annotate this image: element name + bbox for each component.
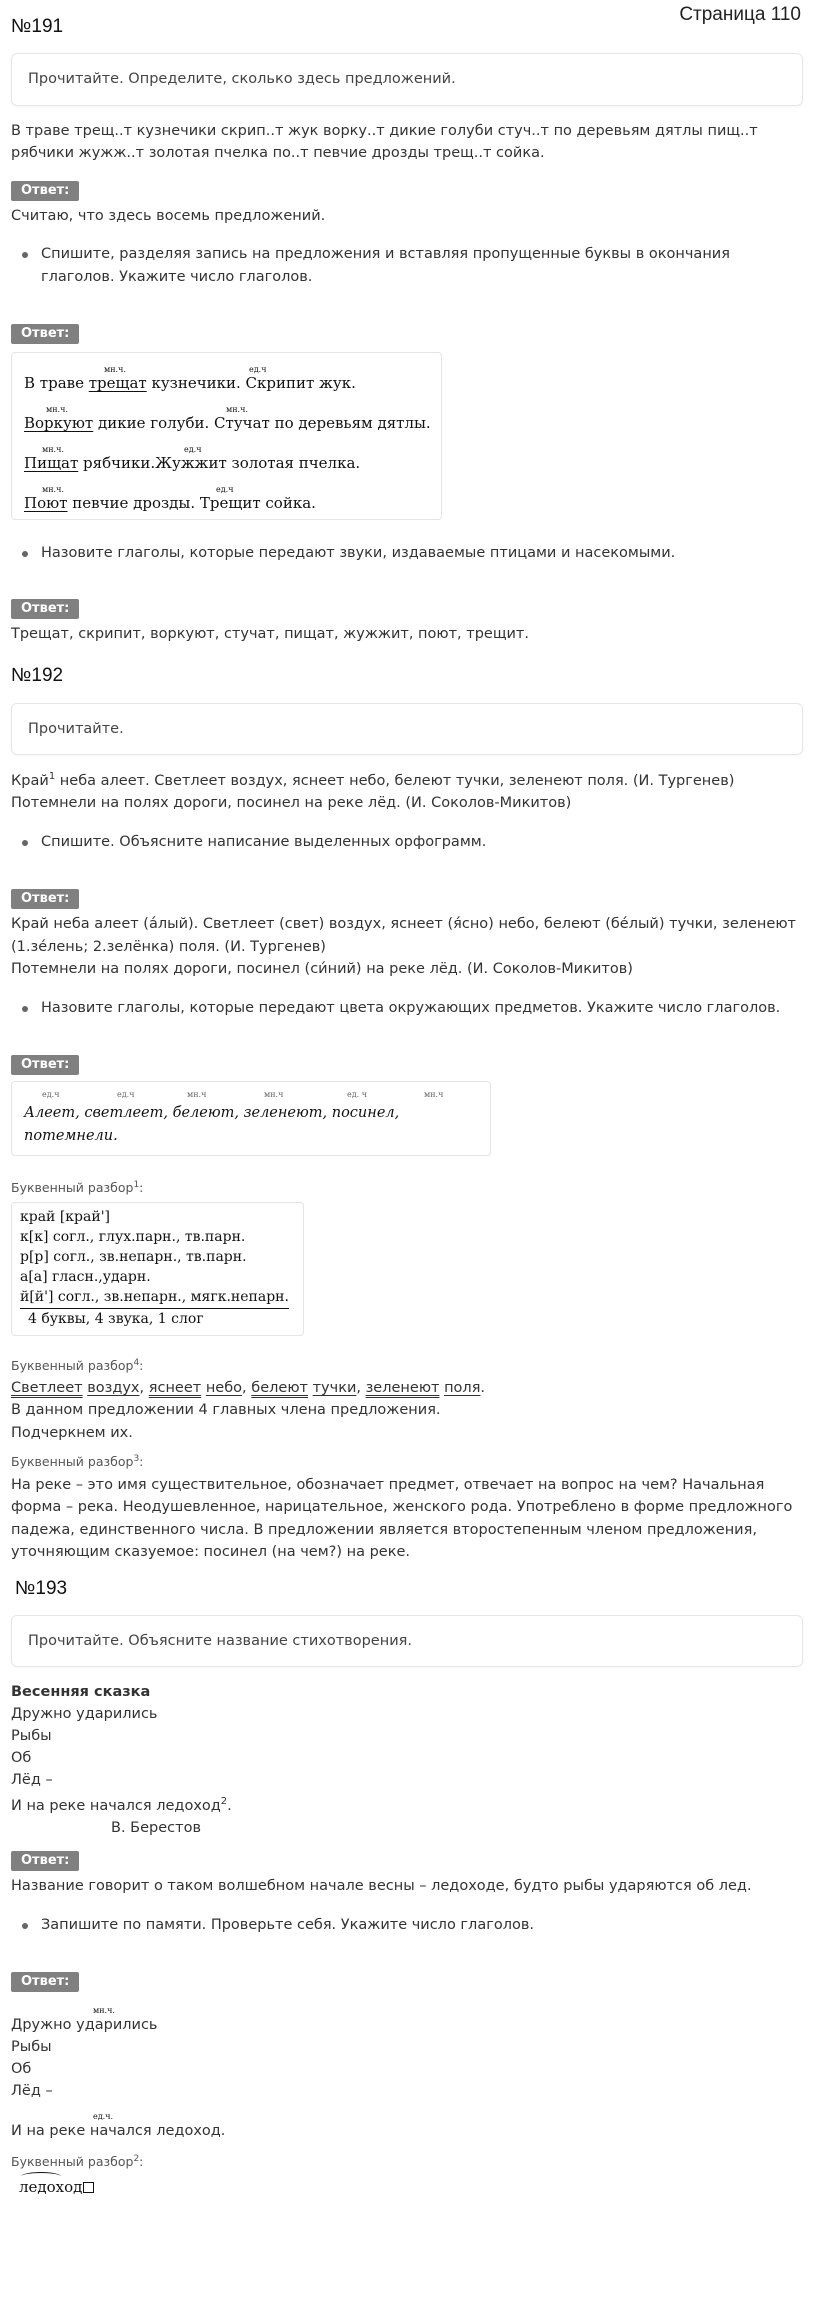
letter-analysis-heading-2: Буквенный разбор$^2$:	[11, 2154, 144, 2170]
italic-answer-image: ед.ч ед.ч мн.ч мн.ч ед. ч мн.ч Алеет, светлеет, белеют, зеленеют, посинел, потемнели.	[11, 1081, 491, 1156]
ending-box-mark	[83, 2182, 94, 2193]
hw-line-1: мн.ч. ед.ч В траве трещат кузнечики. Скрипит жук.	[24, 365, 356, 393]
hw-line-2: мн.ч. мн.ч. Воркуют дикие голуби. Стучат по деревьям дятлы.	[24, 405, 431, 433]
underlined-sentence: Светлеет воздух, яснеет небо, белеют тучки, зеленеют поля.	[11, 1379, 486, 1396]
page-number: Страница 110	[679, 4, 801, 25]
poem-title: Весенняя сказка	[11, 1684, 151, 1701]
bullet-item: Спишите, разделяя запись на предложения и вставляя пропущенные буквы в окончания глаголов. Укажите число глаголов.	[11, 243, 803, 288]
answer-badge: Ответ:	[11, 324, 79, 344]
answer-text: Трещат, скрипит, воркуют, стучат, пищат, жужжит, поют, трещит.	[11, 625, 529, 642]
task-number-192: №192	[11, 665, 64, 687]
task-instruction-191: Прочитайте. Определите, сколько здесь предложений.	[11, 53, 803, 105]
task-text-192-line2: Потемнели на полях дороги, посинел на реке лёд. (И. Соколов-Микитов)	[11, 795, 572, 812]
task-instruction-192: Прочитайте.	[11, 703, 803, 755]
task-text-192: Край$^1$ неба алеет. Светлеет воздух, яснеет небо, белеют тучки, зеленеют поля. (И. Тургенев)	[11, 771, 735, 789]
letter-analysis-4: Светлеет воздух, яснеет небо, белеют тучки, зеленеют поля. В данном предложении 4 главных члена предложения. Подчеркнем их.	[11, 1377, 803, 1444]
letter-analysis-heading-3: Буквенный разбор$^3$:	[11, 1454, 144, 1470]
bullet-item: Запишите по памяти. Проверьте себя. Укажите число глаголов.	[11, 1914, 803, 1936]
letter-analysis-image-1: край [край'] к[к] согл., глух.парн., тв.парн. р[р] согл., зв.непарн., тв.парн. а[а] гласн.,ударн. й[й'] согл., зв.непарн., мягк.непарн. 4 буквы, 4 звука, 1 слог	[11, 1202, 304, 1336]
root-arc-mark	[21, 2172, 61, 2181]
poem-author: В. Берестов	[111, 1820, 201, 1837]
hw-line-4: мн.ч. ед.ч Поют певчие дрозды. Трещит сойка.	[24, 485, 316, 513]
morpheme-analysis-image: ледоход	[11, 2174, 94, 2199]
handwritten-answer-image	[11, 352, 442, 520]
bullet-item: Назовите глаголы, которые передают звуки, издаваемые птицами и насекомыми.	[11, 542, 803, 564]
answer-poem: мн.ч. Дружно ударились Рыбы Об Лёд – ед.ч. И на реке начался ледоход.	[11, 2006, 226, 2140]
answer-text: Название говорит о таком волшебном начале весны – ледоходе, будто рыбы ударяются об лед.	[11, 1878, 752, 1895]
bullet-item: Назовите глаголы, которые передают цвета окружающих предметов. Укажите число глаголов.	[11, 997, 803, 1019]
answer-badge: Ответ:	[11, 1972, 79, 1992]
letter-analysis-3-text: На реке – это имя существительное, обозначает предмет, отвечает на вопрос на чем? Начальная форма – река. Неодушевленное, нарицательное, женского рода. Употреблено в форме предложного падежа, единственного числа. В предложении является второстепенным членом предложения, уточняющим сказуемое: посинел (на чем?) на реке.	[11, 1476, 793, 1561]
answer-text: Считаю, что здесь восемь предложений.	[11, 207, 326, 224]
answer-badge: Ответ:	[11, 889, 79, 909]
bullet-item: Спишите. Объясните написание выделенных орфограмм.	[11, 831, 803, 853]
poem: Весенняя сказка Дружно ударились Рыбы Об Лёд – И на реке начался ледоход$^2$. В. Берестов	[11, 1681, 803, 1839]
task-number-193: №193	[15, 1577, 68, 1599]
answer-badge: Ответ:	[11, 599, 79, 619]
letter-analysis-heading-4: Буквенный разбор$^4$:	[11, 1357, 144, 1373]
task-number-191: №191	[11, 16, 64, 37]
answer-badge: Ответ:	[11, 1055, 79, 1075]
answer-badge: Ответ:	[11, 1851, 79, 1871]
task-instruction-193: Прочитайте. Объясните название стихотворения.	[11, 1615, 803, 1667]
letter-analysis-heading-1: Буквенный разбор$^1$:	[11, 1179, 144, 1196]
task-text-191: В траве трещ..т кузнечики скрип..т жук ворку..т дикие голуби стуч..т по деревьям дятлы пищ..т рябчики жужж..т золотая пчелка по..т певчие дрозды трещ..т сойка.	[11, 122, 758, 162]
hw-line-3: мн.ч. ед.ч Пищат рябчики.Жужжит золотая пчелка.	[24, 445, 361, 473]
answer-badge: Ответ:	[11, 181, 79, 201]
answer-text-192: Край неба алеет (а́лый). Светлеет (свет) воздух, яснеет (я́сно) небо, белеют (бе́лый) тучки, зеленеют (1.зе́лень; 2.зелёнка) поля. (И. Тургенев) Потемнели на полях дороги, посинел (си́ний) на реке лёд. (И. Соколов-Микитов)	[11, 916, 796, 978]
